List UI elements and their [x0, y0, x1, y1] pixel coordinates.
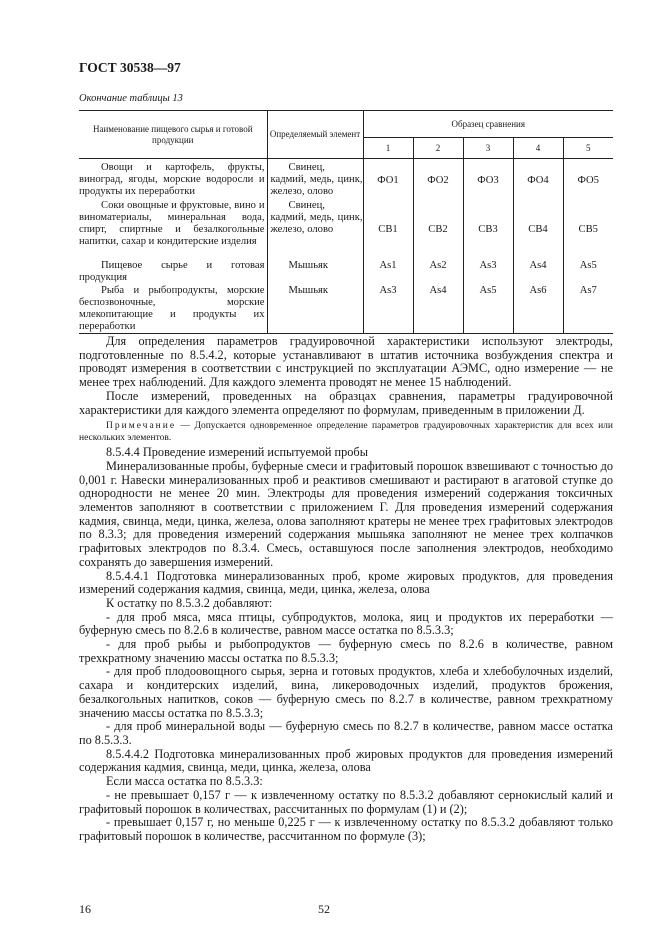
section-heading: 8.5.4.4 Проведение измерений испытуемой пробы — [106, 445, 368, 460]
header-num: 4 — [513, 138, 563, 159]
cell-value: СВ4 — [513, 200, 563, 260]
section-heading: 8.5.4.4.2 Подготовка минерализованных проб жировых продуктов для проведения измерений содержания кадмия, свинца, меди, цинка, железа, олова — [79, 746, 613, 775]
body-text — [79, 335, 613, 844]
table-row — [79, 285, 613, 334]
cell-value: As5 — [563, 260, 613, 285]
table-row — [79, 260, 613, 285]
cell-element: Мышьяк — [288, 260, 329, 271]
page-number-center: 52 — [318, 902, 330, 916]
section-heading: 8.5.4.4.1 Подготовка минерализованных проб, кроме жировых продуктов, для проведения измерений содержания кадмия, свинца, меди, цинка, железа, олова — [79, 568, 613, 597]
note — [79, 420, 613, 444]
header-num: 5 — [563, 138, 613, 159]
cell-value: As3 — [363, 285, 413, 334]
cell-value: ФО4 — [513, 159, 563, 201]
cell-product: Пищевое сырье и готовая продукция — [79, 260, 265, 283]
note-text: — Допускается одновременное определение параметров градуировочных характеристик для всех или нескольких элементов. — [79, 421, 613, 444]
cell-element: Свинец, кадмий, медь, цинк, железо, олово — [270, 162, 363, 197]
list-item: - не превышает 0,157 г — к извлеченному остатку по 8.5.3.2 добавляют сернокислый калий и графитовый порошок в количествах, рассчитанных по формулам (1) и (2); — [79, 787, 613, 816]
paragraph: Если масса остатка по 8.5.3.3: — [106, 774, 263, 789]
header-num: 2 — [413, 138, 463, 159]
list-item: - для проб плодоовощного сырья, зерна и готовых продуктов, хлеба и хлебобулочных изделий, сахара и кондитерских изделий, вина, ликероводочных изделий, продуктов брожения, безалкогольных напитков, соков — буферную смесь по 8.2.7 в количестве, равном трехкратному значению массы остатка по 8.5.3.3; — [79, 664, 613, 720]
list-item: - для проб минеральной воды — буферную смесь по 8.2.7 в количестве, равном массе остатка по 8.5.3.3. — [79, 719, 613, 747]
header-num: 3 — [463, 138, 513, 159]
page-number-left: 16 — [79, 902, 91, 916]
cell-value: ФО2 — [413, 159, 463, 201]
note-label: Примечание — [106, 421, 177, 432]
cell-value: As4 — [413, 285, 463, 334]
cell-element: Мышьяк — [288, 285, 329, 296]
cell-value: ФО3 — [463, 159, 513, 201]
paragraph: Для определения параметров градуировочной характеристики используют электроды, подготовленные по 8.5.4.2, которые устанавливают в штатив источника возбуждения спектра и проводят измерения в соответствии с инструкцией по эксплуатации АЭМС, одно измерение — не менее трех наблюдений. Для каждого элемента проводят не менее 15 наблюдений. — [79, 334, 613, 390]
table-caption: Окончание таблицы 13 — [79, 93, 183, 104]
cell-product: Соки овощные и фруктовые, вино и виноматериалы, минеральная вода, спирт, спиртные и безалкогольные напитки, сахар и кондитерские изделия — [79, 200, 265, 247]
cell-value: СВ1 — [363, 200, 413, 260]
paragraph: Минерализованные пробы, буферные смеси и графитовый порошок взвешивают с точностью до 0,001 г. Навески минерализованных проб и реактивов смешивают и растирают в агатовой ступке до однородности не менее 20 мин. Электроды для проведения измерений содержания токсичных элементов заполняют в соответствии с приложением Г. Для проведения измерений содержания кадмия, свинца, меди, цинка, железа, олова заполняют кратеры не менее трех графитовых электродов по 8.3.3; для проведения измерений содержания мышьяка заполняют не менее трех колпачков графитовых электродов по 8.3.4. Смесь, оставшуюся после заполнения электродов, необходимо сохранять до завершения измерений. — [79, 458, 613, 569]
cell-product: Рыба и рыбопродукты, морские беспозвоночные, морские млекопитающие и продукты их переработки — [79, 285, 265, 332]
cell-element: Свинец, кадмий, медь, цинк, железо, олово — [270, 200, 363, 235]
cell-value: As1 — [363, 260, 413, 285]
cell-value: СВ2 — [413, 200, 463, 260]
paragraph: После измерений, проведенных на образцах сравнения, параметры градуировочной характеристики для каждого элемента определяют по формулам, приведенным в приложении Д. — [79, 388, 613, 417]
cell-value: As5 — [463, 285, 513, 334]
paragraph: К остатку по 8.5.3.2 добавляют: — [106, 595, 273, 610]
cell-product: Овощи и картофель, фрукты, виноград, ягоды, морские водоросли и продукты их переработки — [79, 162, 265, 197]
list-item: - для проб рыбы и рыбопродуктов — буферную смесь по 8.2.6 в количестве, равном трехкратному значению массы остатка по 8.5.3.3; — [79, 637, 613, 665]
cell-value: As2 — [413, 260, 463, 285]
table-row — [79, 159, 613, 201]
cell-value: СВ5 — [563, 200, 613, 260]
cell-value: СВ3 — [463, 200, 513, 260]
header-num: 1 — [363, 138, 413, 159]
cell-value: As6 — [513, 285, 563, 334]
cell-value: As3 — [463, 260, 513, 285]
list-item: - для проб мяса, мяса птицы, субпродуктов, молока, яиц и продуктов их переработки — буферную смесь по 8.2.6 в количестве, равном массе остатка по 8.5.3.3; — [79, 609, 613, 638]
table-13 — [79, 110, 613, 334]
list-item: - превышает 0,157 г, но меньше 0,225 г — к извлеченному остатку по 8.5.3.2 добавляют только графитовый порошок в количестве, рассчитанном по формуле (3); — [79, 815, 613, 843]
cell-value: As7 — [563, 285, 613, 334]
cell-value: ФО5 — [563, 159, 613, 201]
table-row — [79, 200, 613, 260]
header-sample: Образец сравнения — [363, 111, 613, 138]
header-product: Наименование пищевого сырья и готовой продукции — [79, 111, 267, 159]
cell-value: As4 — [513, 260, 563, 285]
cell-value: ФО1 — [363, 159, 413, 201]
header-element: Определяемый элемент — [267, 111, 363, 159]
document-header: ГОСТ 30538—97 — [79, 60, 181, 75]
